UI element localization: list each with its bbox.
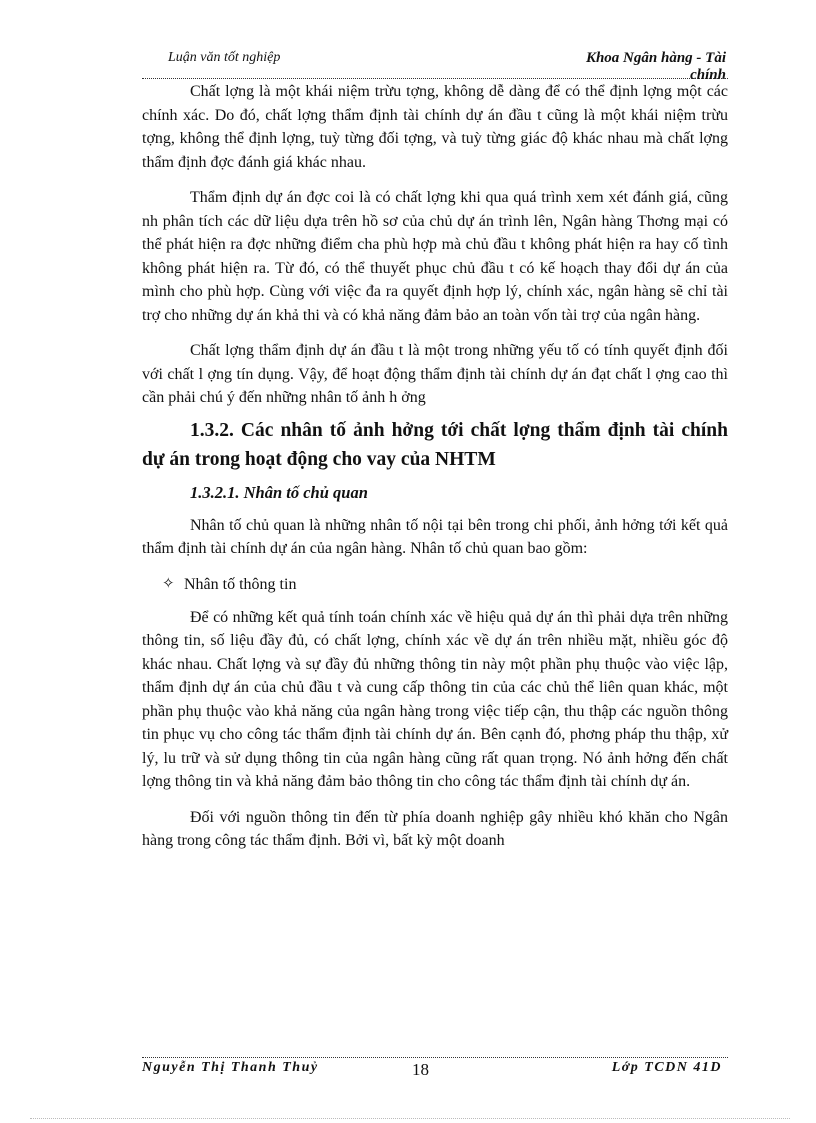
subsection-heading-1-3-2-1: 1.3.2.1. Nhân tố chủ quan bbox=[190, 482, 368, 502]
section-heading-1-3-2: 1.3.2. Các nhân tố ảnh hởng tới chất lợng thẩm định tài chính dự án trong hoạt động cho vay của NHTM bbox=[142, 419, 728, 470]
paragraph-enterprise-information: Đối với nguồn thông tin đến từ phía doanh nghiệp gây nhiều khó khăn cho Ngân hàng trong công tác thẩm định. Bởi vì, bất kỳ một doanh bbox=[142, 808, 728, 849]
footer-class: Lớp TCDN 41D bbox=[611, 1060, 722, 1075]
paragraph-quality-importance: Chất lợng thẩm định dự án đầu t là một trong những yếu tố có tính quyết định đối với chất l ợng tín dụng. Vậy, để hoạt động thẩm định tài chính dự án đạt chất l ợng cao thì cần phải chú ý đến những nhân tố ảnh h ởng bbox=[142, 342, 728, 406]
page-bottom-divider bbox=[30, 1118, 790, 1119]
bullet-information-factor bbox=[162, 573, 728, 596]
footer-divider bbox=[142, 1057, 728, 1058]
header-thesis-title: Luận văn tốt nghiệp bbox=[168, 50, 281, 65]
bullet-label: Nhân tố thông tin bbox=[184, 575, 297, 593]
page-number: 18 bbox=[412, 1060, 429, 1079]
paragraph-quality-appraisal: Thẩm định dự án đợc coi là có chất lợng khi qua quá trình xem xét đánh giá, cũng nh phân tích các dữ liệu dựa trên hồ sơ của chủ dự án trình lên, Ngân hàng Thơng mại có thể phát hiện ra đợc những điểm cha phù hợp mà chủ đầu t không phát hiện ra hay cố tình không phát hiện ra. Từ đó, có thể thuyết phục chủ đầu t có kế hoạch thay đổi dự án của mình cho phù hợp. Cùng với việc đa ra quyết định hợp lý, chính xác, ngân hàng sẽ chỉ tài trợ cho những dự án khả thi và có khả năng đảm bảo an toàn vốn tài trợ của ngân hàng. bbox=[142, 189, 728, 324]
four-point-star-icon: ✧ bbox=[162, 575, 175, 592]
page-footer bbox=[142, 1060, 728, 1084]
paragraph-quality-concept: Chất lợng là một khái niệm trừu tợng, không dễ dàng để có thể định lợng một các chính xác. Do đó, chất lợng thẩm định tài chính dự án đầu t cũng là một khái niệm trừu tợng, không thể định lợng, tuỳ từng đối tợng, và tuỳ từng giác độ khác nhau mà chất lợng thẩm định đợc đánh giá khác nhau. bbox=[142, 83, 728, 171]
footer-author: Nguyễn Thị Thanh Thuỷ bbox=[142, 1060, 319, 1075]
page-body bbox=[142, 80, 728, 865]
paragraph-information-quality: Để có những kết quả tính toán chính xác về hiệu quả dự án thì phải dựa trên những thông tin, số liệu đầy đủ, có chất lợng, chính xác về dự án trên nhiều mặt, nhiều góc độ khác nhau. Chất lợng và sự đầy đủ những thông tin này một phần phụ thuộc vào việc lập, thẩm định dự án của chủ đầu t và cung cấp thông tin của các chủ thể liên quan khác, một phần phụ thuộc vào khả năng của ngân hàng trong việc tiếp cận, thu thập các nguồn thông tin phục vụ cho công tác thẩm định tài chính dự án. Bên cạnh đó, phơng pháp thu thập, xử lý, lu trữ và sử dụng thông tin của ngân hàng cũng rất quan trọng. Nó ảnh hởng đến chất lợng thông tin và khả năng đảm bảo thông tin cho công tác thẩm định tài chính dự án. bbox=[142, 608, 728, 790]
header-divider bbox=[142, 78, 728, 79]
paragraph-subjective-factors: Nhân tố chủ quan là những nhân tố nội tại bên trong chi phối, ảnh hởng tới kết quả thẩm định tài chính dự án của ngân hàng. Nhân tố chủ quan bao gồm: bbox=[142, 516, 728, 557]
page-header bbox=[142, 44, 728, 83]
header-faculty: Khoa Ngân hàng - Tài chính bbox=[585, 50, 726, 83]
